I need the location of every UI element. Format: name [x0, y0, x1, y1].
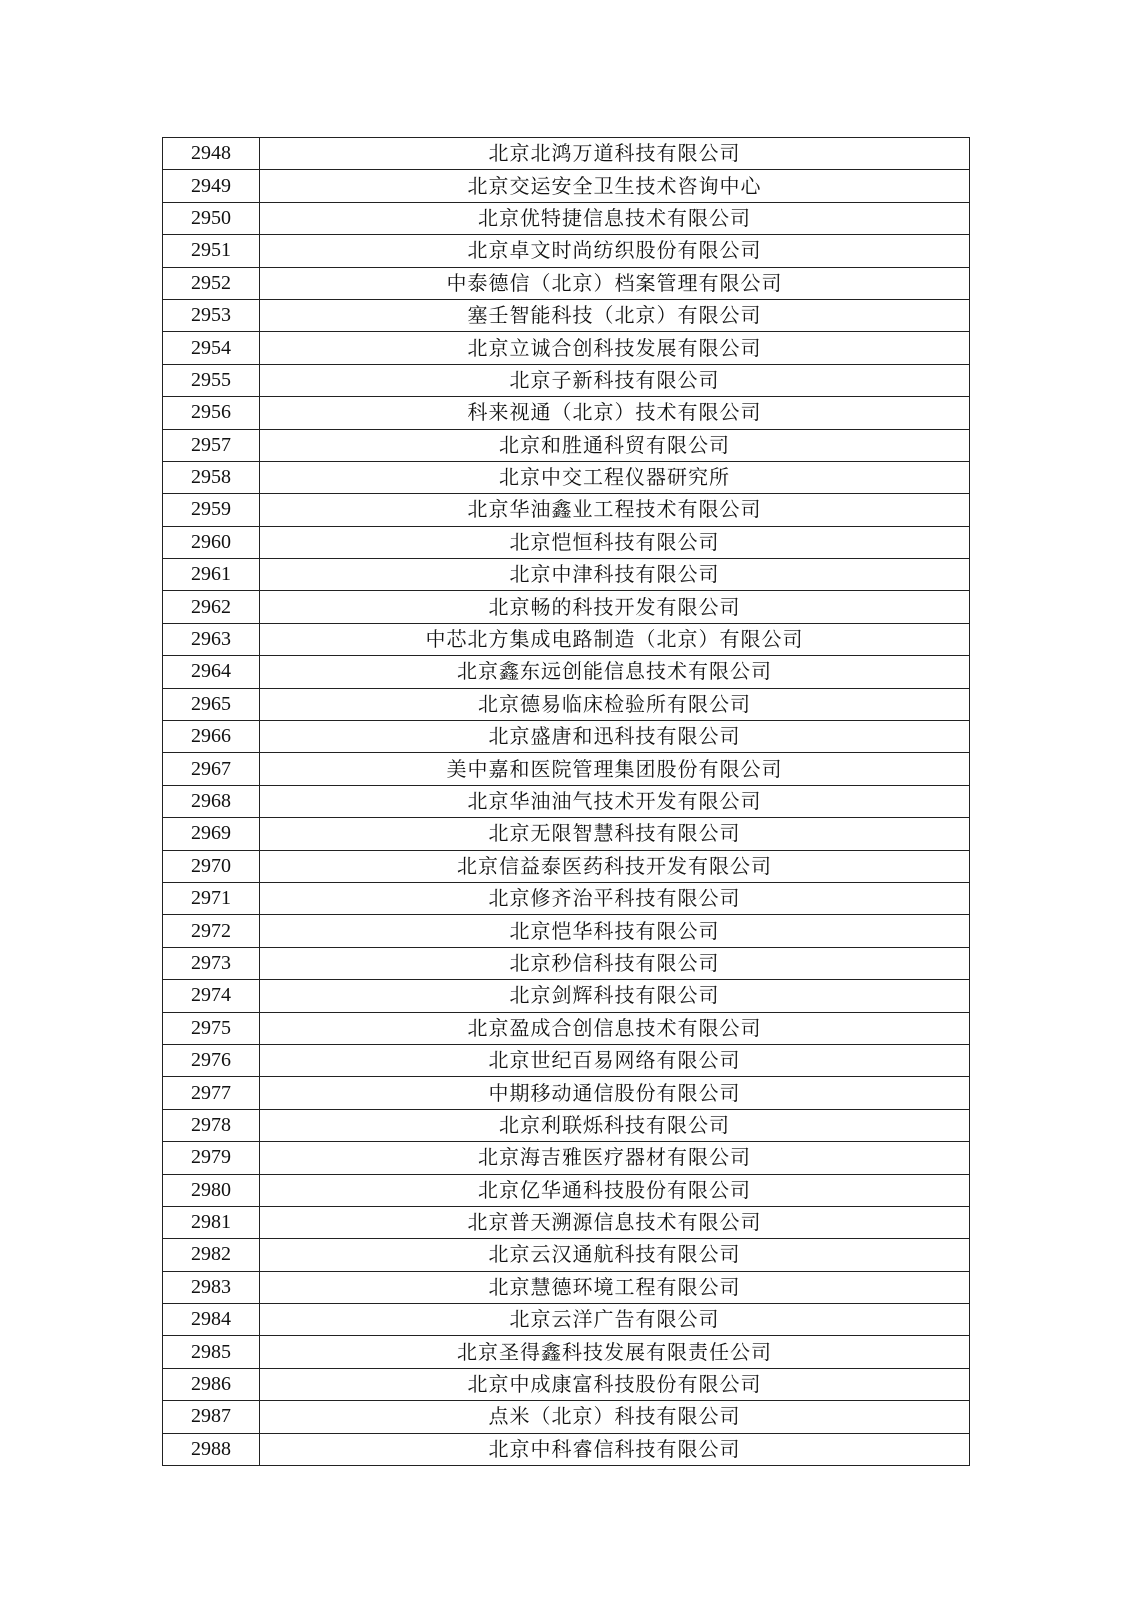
row-number-cell: 2948 — [163, 138, 260, 170]
table-row — [163, 559, 970, 591]
table-row — [163, 882, 970, 914]
row-number-cell: 2950 — [163, 202, 260, 234]
table-row — [163, 1174, 970, 1206]
row-number-cell: 2958 — [163, 461, 260, 493]
table-row — [163, 656, 970, 688]
row-number-cell: 2949 — [163, 170, 260, 202]
company-name-cell: 北京云汉通航科技有限公司 — [260, 1239, 970, 1271]
row-number-cell: 2964 — [163, 656, 260, 688]
table-row — [163, 785, 970, 817]
company-name-cell: 北京优特捷信息技术有限公司 — [260, 202, 970, 234]
row-number-cell: 2975 — [163, 1012, 260, 1044]
row-number-cell: 2953 — [163, 299, 260, 331]
company-name-cell: 北京恺恒科技有限公司 — [260, 526, 970, 558]
company-name-cell: 北京中科睿信科技有限公司 — [260, 1433, 970, 1465]
company-name-cell: 北京海吉雅医疗器材有限公司 — [260, 1142, 970, 1174]
table-row — [163, 170, 970, 202]
table-row — [163, 1401, 970, 1433]
row-number-cell: 2977 — [163, 1077, 260, 1109]
company-name-cell: 北京鑫东远创能信息技术有限公司 — [260, 656, 970, 688]
company-name-cell: 塞壬智能科技（北京）有限公司 — [260, 299, 970, 331]
table-row — [163, 526, 970, 558]
table-row — [163, 397, 970, 429]
row-number-cell: 2973 — [163, 947, 260, 979]
company-name-cell: 北京剑辉科技有限公司 — [260, 980, 970, 1012]
company-name-cell: 北京慧德环境工程有限公司 — [260, 1271, 970, 1303]
row-number-cell: 2960 — [163, 526, 260, 558]
table-row — [163, 1206, 970, 1238]
company-name-cell: 北京秒信科技有限公司 — [260, 947, 970, 979]
table-row — [163, 623, 970, 655]
table-row — [163, 494, 970, 526]
row-number-cell: 2972 — [163, 915, 260, 947]
table-row — [163, 267, 970, 299]
table-row — [163, 591, 970, 623]
table-row — [163, 332, 970, 364]
row-number-cell: 2961 — [163, 559, 260, 591]
table-row — [163, 202, 970, 234]
row-number-cell: 2983 — [163, 1271, 260, 1303]
company-name-cell: 中芯北方集成电路制造（北京）有限公司 — [260, 623, 970, 655]
company-name-cell: 北京普天溯源信息技术有限公司 — [260, 1206, 970, 1238]
company-name-cell: 北京利联烁科技有限公司 — [260, 1109, 970, 1141]
row-number-cell: 2982 — [163, 1239, 260, 1271]
table-row — [163, 1239, 970, 1271]
row-number-cell: 2952 — [163, 267, 260, 299]
table-row — [163, 364, 970, 396]
table-row — [163, 753, 970, 785]
row-number-cell: 2981 — [163, 1206, 260, 1238]
company-name-cell: 北京世纪百易网络有限公司 — [260, 1044, 970, 1076]
row-number-cell: 2980 — [163, 1174, 260, 1206]
row-number-cell: 2976 — [163, 1044, 260, 1076]
company-name-cell: 北京北鸿万道科技有限公司 — [260, 138, 970, 170]
table-row — [163, 1077, 970, 1109]
table-row — [163, 299, 970, 331]
table-row — [163, 1368, 970, 1400]
company-name-cell: 北京中津科技有限公司 — [260, 559, 970, 591]
row-number-cell: 2971 — [163, 882, 260, 914]
company-name-cell: 北京畅的科技开发有限公司 — [260, 591, 970, 623]
row-number-cell: 2966 — [163, 721, 260, 753]
table-row — [163, 1044, 970, 1076]
row-number-cell: 2984 — [163, 1304, 260, 1336]
table-row — [163, 1433, 970, 1465]
row-number-cell: 2974 — [163, 980, 260, 1012]
company-name-cell: 北京和胜通科贸有限公司 — [260, 429, 970, 461]
table-row — [163, 235, 970, 267]
table-row — [163, 947, 970, 979]
company-name-cell: 北京德易临床检验所有限公司 — [260, 688, 970, 720]
company-name-cell: 中泰德信（北京）档案管理有限公司 — [260, 267, 970, 299]
company-name-cell: 北京华油油气技术开发有限公司 — [260, 785, 970, 817]
table-row — [163, 1304, 970, 1336]
company-name-cell: 北京盛唐和迅科技有限公司 — [260, 721, 970, 753]
company-name-cell: 北京子新科技有限公司 — [260, 364, 970, 396]
row-number-cell: 2986 — [163, 1368, 260, 1400]
row-number-cell: 2957 — [163, 429, 260, 461]
table-row — [163, 1109, 970, 1141]
row-number-cell: 2955 — [163, 364, 260, 396]
company-list-table — [162, 137, 970, 1466]
table-body — [163, 138, 970, 1466]
company-name-cell: 北京华油鑫业工程技术有限公司 — [260, 494, 970, 526]
row-number-cell: 2985 — [163, 1336, 260, 1368]
company-name-cell: 北京盈成合创信息技术有限公司 — [260, 1012, 970, 1044]
row-number-cell: 2967 — [163, 753, 260, 785]
table-row — [163, 915, 970, 947]
table-row — [163, 1336, 970, 1368]
company-name-cell: 点米（北京）科技有限公司 — [260, 1401, 970, 1433]
company-name-cell: 北京圣得鑫科技发展有限责任公司 — [260, 1336, 970, 1368]
table-row — [163, 688, 970, 720]
company-name-cell: 北京中成康富科技股份有限公司 — [260, 1368, 970, 1400]
row-number-cell: 2951 — [163, 235, 260, 267]
row-number-cell: 2979 — [163, 1142, 260, 1174]
row-number-cell: 2962 — [163, 591, 260, 623]
table-row — [163, 1012, 970, 1044]
company-name-cell: 美中嘉和医院管理集团股份有限公司 — [260, 753, 970, 785]
company-name-cell: 中期移动通信股份有限公司 — [260, 1077, 970, 1109]
row-number-cell: 2978 — [163, 1109, 260, 1141]
row-number-cell: 2954 — [163, 332, 260, 364]
company-name-cell: 北京卓文时尚纺织股份有限公司 — [260, 235, 970, 267]
company-name-cell: 北京中交工程仪器研究所 — [260, 461, 970, 493]
row-number-cell: 2959 — [163, 494, 260, 526]
table-row — [163, 980, 970, 1012]
table-row — [163, 429, 970, 461]
row-number-cell: 2987 — [163, 1401, 260, 1433]
row-number-cell: 2963 — [163, 623, 260, 655]
company-name-cell: 北京信益泰医药科技开发有限公司 — [260, 850, 970, 882]
table-row — [163, 461, 970, 493]
table-row — [163, 818, 970, 850]
table-row — [163, 138, 970, 170]
company-name-cell: 北京云洋广告有限公司 — [260, 1304, 970, 1336]
company-name-cell: 科来视通（北京）技术有限公司 — [260, 397, 970, 429]
row-number-cell: 2956 — [163, 397, 260, 429]
row-number-cell: 2965 — [163, 688, 260, 720]
row-number-cell: 2969 — [163, 818, 260, 850]
company-name-cell: 北京恺华科技有限公司 — [260, 915, 970, 947]
company-name-cell: 北京交运安全卫生技术咨询中心 — [260, 170, 970, 202]
company-name-cell: 北京立诚合创科技发展有限公司 — [260, 332, 970, 364]
table-row — [163, 1142, 970, 1174]
company-name-cell: 北京修齐治平科技有限公司 — [260, 882, 970, 914]
company-name-cell: 北京亿华通科技股份有限公司 — [260, 1174, 970, 1206]
company-name-cell: 北京无限智慧科技有限公司 — [260, 818, 970, 850]
row-number-cell: 2968 — [163, 785, 260, 817]
table-row — [163, 1271, 970, 1303]
row-number-cell: 2970 — [163, 850, 260, 882]
row-number-cell: 2988 — [163, 1433, 260, 1465]
table-row — [163, 850, 970, 882]
table-row — [163, 721, 970, 753]
